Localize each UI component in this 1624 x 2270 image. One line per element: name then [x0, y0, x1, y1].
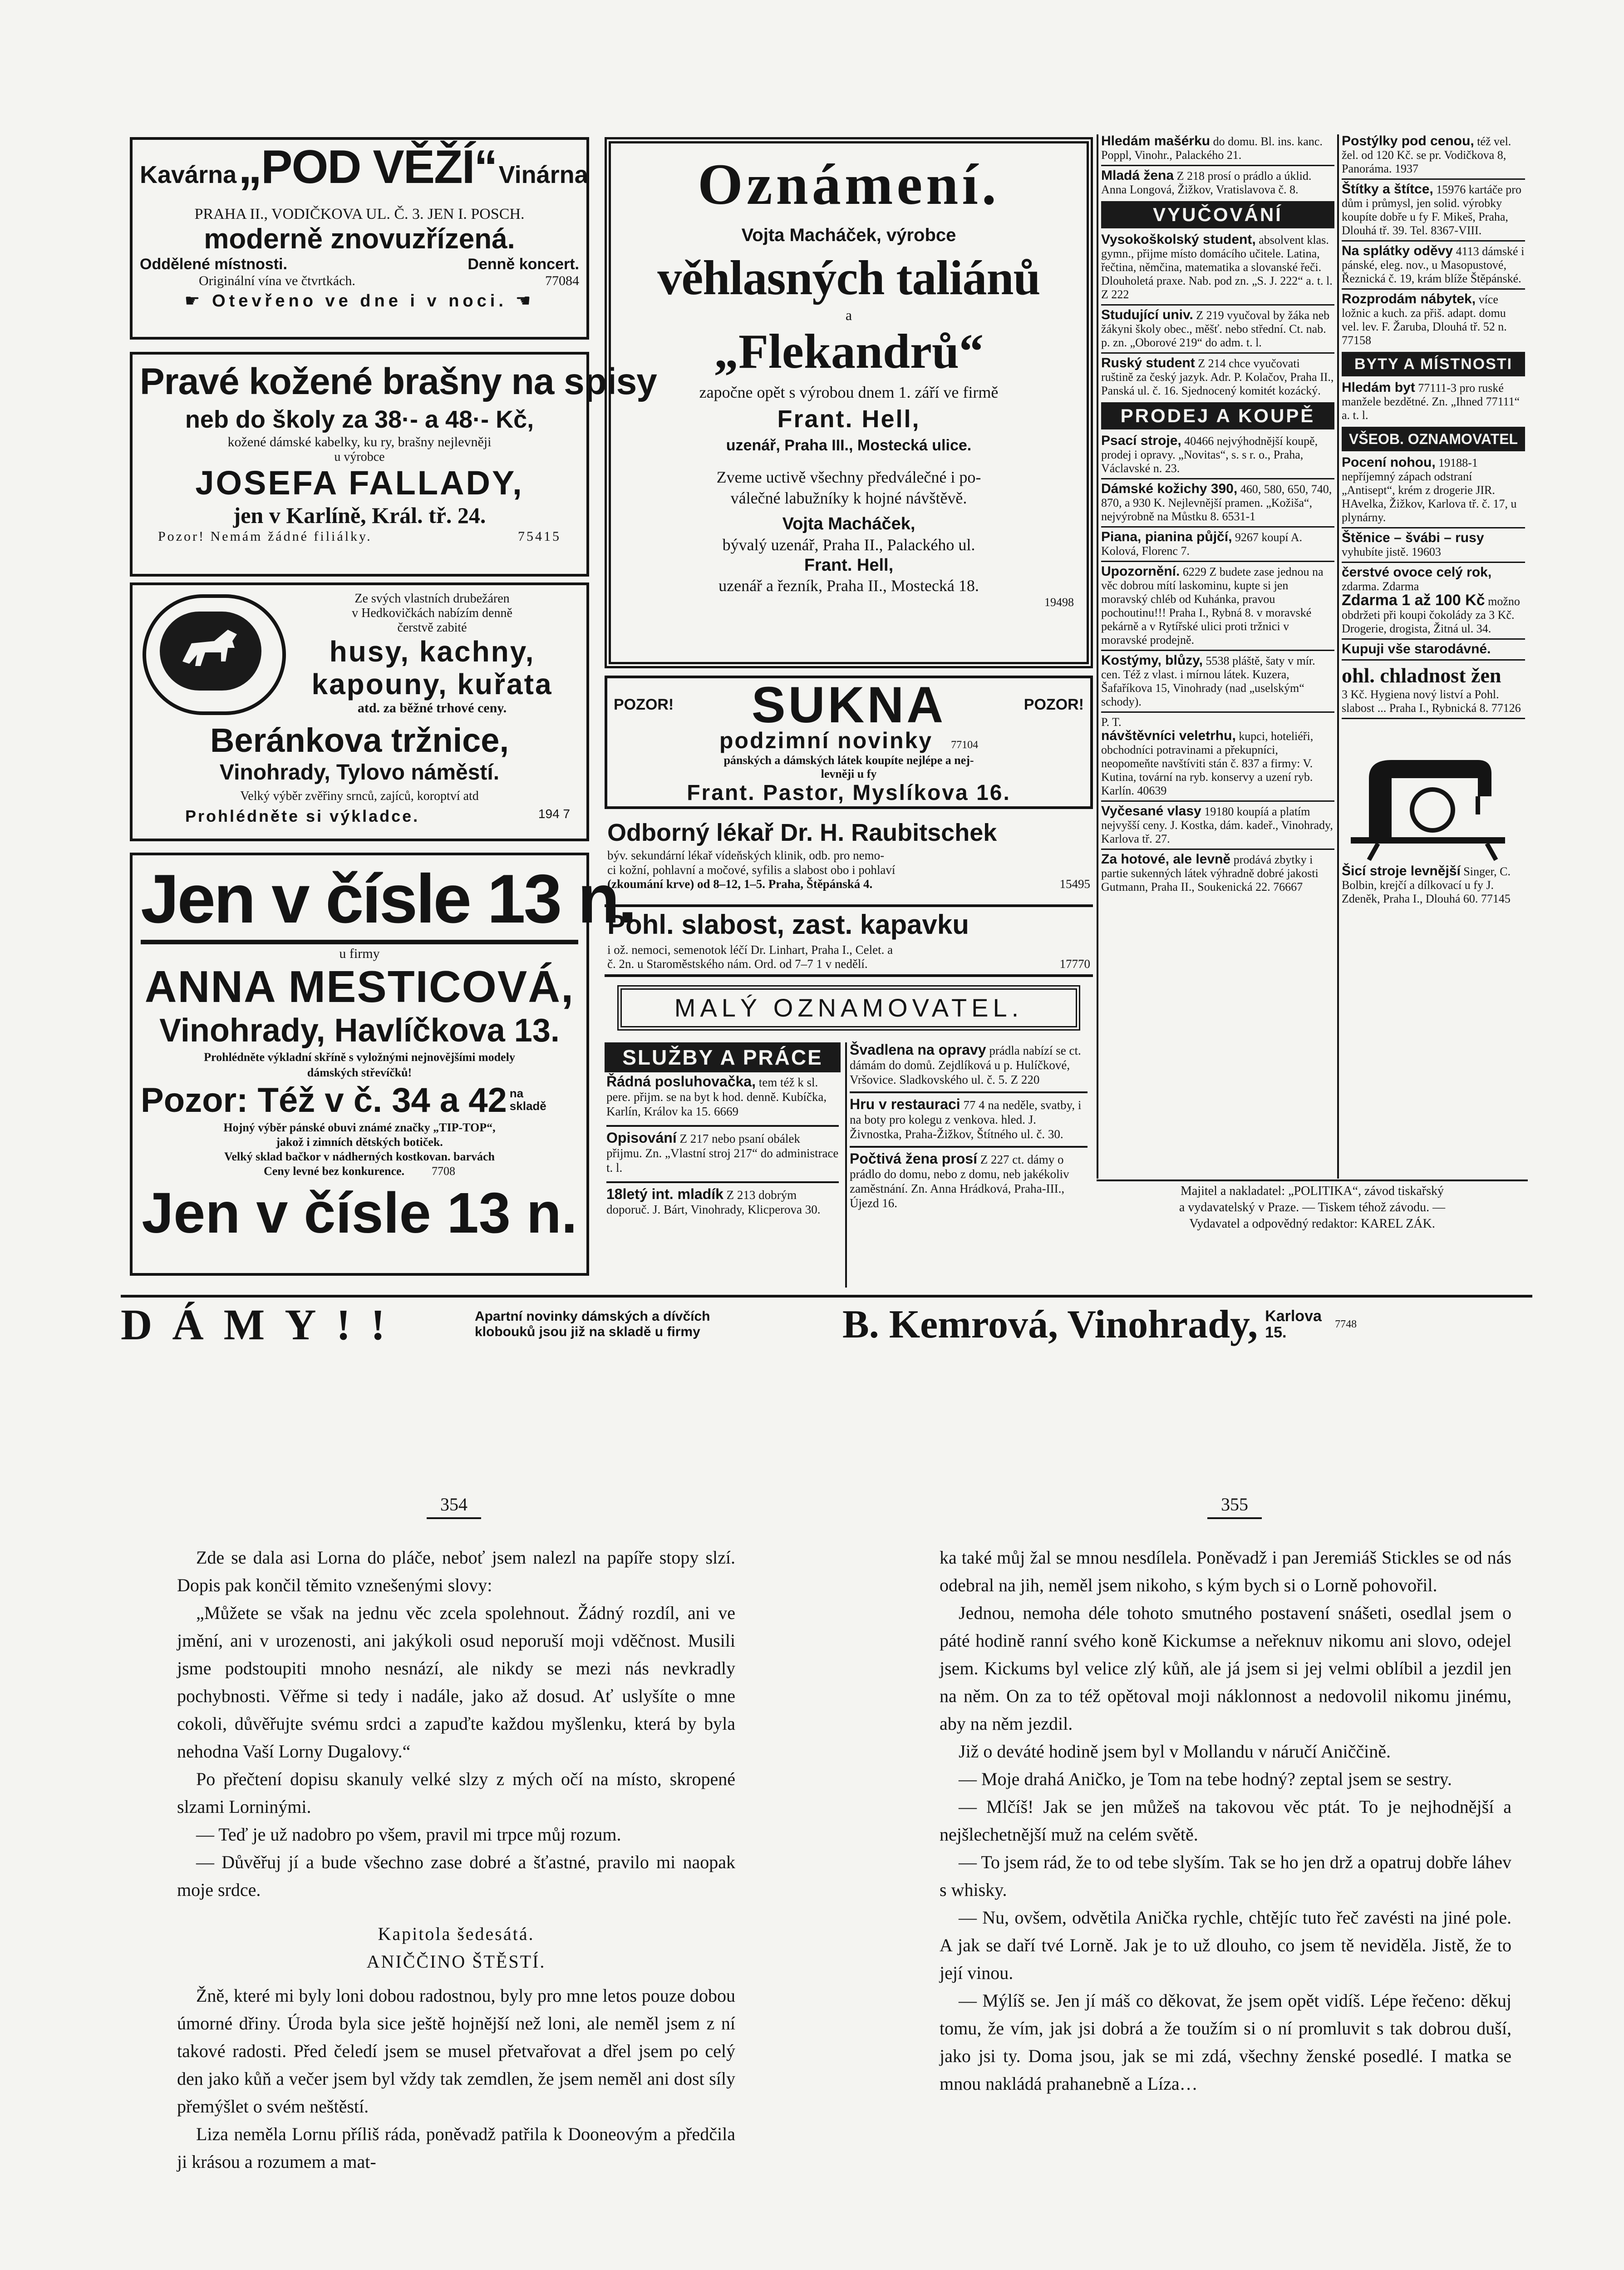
raubitschek-head: Odborný lékař Dr. H. Raubitschek — [607, 819, 997, 846]
sluzby-column — [605, 1042, 841, 1288]
sluzby-item-body: nebo psaní obálek přijmu. Zn. „Vlastní stroj 217“ do administrace t. l. — [606, 1132, 839, 1174]
beranek-firm: Beránkova tržnice, — [210, 721, 509, 759]
paragraph: — Mýlíš se. Jen jí máš co děkovat, že jsem opět vidíš. Lépe řečeno: děkuj tomu, že vím, jak jsi dobrá a že toužím si o ní promluvit s tak dobrou duší, jako jsi ty. Doma jsou, jak se mi zdá, všechny ženské posedlé. I matka se mnou nakládá prahanebně a Líza… — [940, 1990, 1511, 2094]
impressum-l1: Majitel a nakladatel: „POLITIKA“, závod tiskařský — [1180, 1184, 1444, 1198]
sluzby-item — [606, 1187, 839, 1217]
beranek-items1: husy, kachny, — [329, 635, 535, 668]
col3-hledam: Hledám mašérku do domu. Bl. ins. kanc. Poppl, Vinohr., Palackého 21. — [1101, 133, 1323, 162]
page-number-right: 355 — [1207, 1494, 1262, 1519]
ad-mesticova — [130, 853, 635, 1276]
sluzby-item-title: 18letý int. mladík — [606, 1186, 723, 1202]
beranek-intro1: Ze svých vlastních drubežáren — [354, 592, 510, 606]
sluzby-item-body: tem též k sl. pere. přijm. se na byt k hod. denně. Kubíčka, Karlín, Králov ka 15. — [606, 1076, 827, 1118]
paragraph: — Důvěřuj jí a bude všechno zase dobré a šťastné, pravilo mi naopak moje srdce. — [177, 1852, 735, 1900]
col4-zdarma: Zdarma 1 až 100 Kč možno obdržeti při koupi čokolády za 3 Kč. Drogerie, drogista, Žitná ul. 34. — [1342, 592, 1520, 635]
col4-cerstve: čerstvé ovoce celý rok, zdarma. Zdarma — [1342, 565, 1492, 593]
pohl-head: Pohl. slabost, zast. kapavku — [607, 909, 969, 940]
oznameni-l8: Zveme uctivě všechny předválečné i po- — [716, 468, 981, 486]
sluzby-header: SLUŽBY A PRÁCE — [605, 1042, 841, 1072]
classified-column-3 — [1097, 134, 1337, 1179]
mid-item-title: Švadlena na opravy — [850, 1041, 986, 1058]
col4-postylky: Postýlky pod cenou, též vel. žel. od 120 Kč. se pr. Vodičkova 8, Panoráma. 1937 — [1342, 133, 1511, 175]
oznameni-l6: Frant. Hell, — [777, 405, 920, 433]
ad-pohl-slabost — [605, 904, 1093, 977]
col3-rusky: Ruský student Z 214 chce vyučovati ruštině za český jazyk. Adr. P. Kolačov, Praha II., Panská ul. č. 16. Sjednocený komitét kozácký. — [1101, 355, 1334, 397]
maly-oznamovatel-title: MALÝ OZNAMOVATEL. — [674, 993, 1024, 1022]
sluzby-item — [606, 1130, 839, 1175]
horse-icon — [173, 621, 251, 680]
mid-item-body: prádla nabízí se ct. dámám do domů. Zejdlíková u p. Hulíčkové, Vršovice. Sladkovského ul. č. 5. — [850, 1044, 1081, 1086]
oznameni-l7: uzenář, Praha III., Mostecká ulice. — [726, 437, 972, 454]
col4-stitky: Štítky a štítce, 15976 kartáče pro dům i průmysl, jen solid. výrobky koupíte dobře u fy F. Mikeš, Praha, Dlouhá tř. 39. Tel. 8367-VIII. — [1342, 182, 1521, 237]
col3-stud: Studující univ. Z 219 vyučoval by žáka neb žákyni školy obec., měšť. nebo střední. Ct. nab. p. zn. „Oborové 219“ do adm. t. l. — [1101, 307, 1330, 349]
mid-item-title: Počtivá žena prosí — [850, 1150, 977, 1167]
ad-raubitschek — [605, 817, 1093, 899]
mesticova-na-sklade: na skladě — [509, 1086, 546, 1113]
sukna-pozor-right: POZOR! — [1024, 696, 1084, 713]
paragraph: — Teď je už nadobro po všem, pravil mi trpce můj rozum. — [196, 1824, 621, 1845]
sluzby-item-num: Z 217 — [679, 1132, 709, 1145]
col3-mlada: Mladá žena Z 218 prosí o prádlo a úklid. Anna Longová, Žižkov, Vratislavova č. 8. — [1101, 168, 1312, 196]
beranek-number: 194 7 — [538, 807, 570, 821]
sluzby-item-title: Řádná posluhovačka, — [606, 1073, 756, 1090]
ad-beranek — [130, 582, 589, 841]
page-number-left: 354 — [427, 1494, 481, 1519]
oznameni-l13: uzenář a řezník, Praha II., Mostecká 18. — [718, 577, 979, 595]
kavarna-rooms: Oddělené místnosti. — [140, 256, 287, 273]
beranek-footer: Prohlédněte si výkladce. — [185, 807, 420, 825]
book-left-column — [177, 1544, 735, 2270]
kozene-firm: JOSEFA FALLADY, — [195, 464, 524, 502]
book-right-column — [940, 1544, 1511, 2270]
mid-item — [850, 1042, 1088, 1087]
paragraph: — Nu, ovšem, odvětila Anička rychle, chtějíc tuto řeč zavésti na jiné pole. A jak se daří tvé Lorně. Jak je to už dlouho, co jsem tě neviděla. Jistě, že to její vinou. — [940, 1907, 1511, 1983]
paragraph: Zde se dala asi Lorna do pláče, neboť jsem nalezl na papíře stopy slzí. Dopis pak končil těmito vznešenými slovy: — [177, 1547, 735, 1595]
kozene-maker: u výrobce — [334, 450, 385, 464]
col4-rozprodam: Rozprodám nábytek, více ložnic a kuch. za přiš. adapt. domu vel. lev. F. Žaruba, Dlouhá tř. 52 n. 77158 — [1342, 291, 1507, 347]
mid-item — [850, 1151, 1088, 1210]
col4-poceni: Pocení nohou, 19188-1 nepříjemný zápach odstraní „Antisept“, krém z drogerie JIR. HAvelka, Žižkov, Karlova tř. č. 17, u plynárny. — [1342, 455, 1517, 524]
oznameni-number: 19498 — [1044, 596, 1074, 609]
sluzby-item — [606, 1074, 839, 1119]
kozene-title: Pravé kožené brašny na spisy — [140, 361, 657, 402]
sukna-title: SUKNA — [751, 676, 946, 733]
col3-piana: Piana, pianina půjčí, 9267 koupí A. Kolová, Florenc 7. — [1101, 529, 1302, 558]
paragraph: — To jsem rád, že to od tebe slyším. Tak se ho jen drž a opatruj dobře láhev s whisky. — [940, 1852, 1511, 1900]
col4-kupuji: Kupuji vše starodávné. — [1342, 642, 1491, 656]
col3-kost: Kostýmy, blůzy, 5538 pláště, šaty v mír. cen. Též z vlast. i mírnou látek. Kuzera, Šafaříkova 15, Vinohrady (nad „uselským“ schody). — [1101, 653, 1315, 708]
vseob-header: VŠEOB. OZNAMOVATEL — [1342, 427, 1525, 451]
kavarna-prefix: Kavárna — [140, 161, 237, 188]
kozene-address: jen v Karlíně, Král. tř. 24. — [233, 503, 486, 528]
beranek-intro3: čerstvě zabité — [397, 621, 467, 635]
mid-item-body: ct. dámy o prádlo do domu, nebo z domu, neb jakékoliv zaměstnání. Zn. Anna Hrádková, Praha-III., Újezd 16. — [850, 1153, 1069, 1210]
kozene-goods: kožené dámské kabelky, ku ry, brašny nejlevněji — [227, 434, 492, 449]
oznameni-l5: započne opět s výrobou dnem 1. září ve firmě — [699, 383, 999, 401]
chapter-title: Kapitola šedesátá. — [378, 1924, 535, 1944]
pohl-l2: č. 2n. u Staroměstského nám. Ord. od 7–7 1 v nedělí. — [607, 957, 868, 971]
paragraph: Již o deváté hodině jsem byl v Mollandu v náručí Aniččině. — [959, 1741, 1391, 1762]
paragraph: ka také můj žal se mnou nesdílela. Poněvadž i pan Jeremiáš Stickles se od nás odebral na jih, neměl jsem nikoho, s kým bych si o Lorně pohovořil. — [940, 1547, 1511, 1595]
beranek-note: atd. za běžné trhové ceny. — [357, 701, 507, 716]
sukna-l3: levněji u fy — [821, 767, 877, 780]
ad-kavarna-pod-vezi — [130, 137, 589, 340]
paragraph: — Moje drahá Aničko, je Tom na tebe hodný? zeptal jsem se sestry. — [959, 1769, 1452, 1789]
impressum-l3: Vydavatel a odpovědný redaktor: KAREL ZÁK. — [1189, 1217, 1435, 1231]
mesticova-address: Vinohrady, Havlíčkova 13. — [159, 1012, 560, 1049]
pohl-num: 17770 — [1059, 957, 1090, 971]
oznameni-l9: válečné labužníky k hojné návštěvě. — [730, 489, 967, 507]
mid-item-num: Z 220 — [1010, 1073, 1040, 1086]
mesticova-desc3: Velký sklad bačkor v nádherných kostkovan. barvách — [224, 1150, 495, 1163]
chapter-subtitle: ANIČČINO ŠTĚSTÍ. — [366, 1951, 546, 1972]
oznameni-l11: bývalý uzenář, Praha II., Palackého ul. — [722, 536, 975, 554]
paragraph: Jednou, nemoha déle tohoto smutného postavení snášeti, osedlal jsem o páté hodině ranní svého koně Kickumse a neřeknuv nikomu ani slovo, odejel jsem. Kickums byl velice zlý kůň, ale já jsem si jej velmi oblíbil a jezdil jen na něm. On za to též opětoval moji náklonnost a nedovolil nikomu jinému, aby na něm jezdil. — [940, 1603, 1511, 1734]
kavarna-concert: Denně koncert. — [468, 256, 579, 273]
mesticova-foot: Jen v čísle 13 n. — [142, 1181, 577, 1245]
prodej-header: PRODEJ A KOUPĚ — [1101, 402, 1334, 429]
kavarna-suffix: Vinárna — [498, 161, 588, 188]
damy-firm: B. Kemrová, Vinohrady, — [842, 1302, 1258, 1347]
sewing-machine-icon — [1342, 724, 1523, 860]
impressum-l2: a vydavatelský v Praze. — Tiskem téhož závodu. — — [1179, 1200, 1446, 1214]
sukna-num: 77104 — [951, 739, 979, 751]
kavarna-name: „POD VĚŽÍ“ — [238, 141, 497, 193]
mid-ads-column — [845, 1042, 1090, 1288]
ad-damy-banner — [121, 1295, 1532, 1351]
vyucovani-header: VYUČOVÁNÍ — [1101, 201, 1334, 228]
col3-psaci: Psací stroje, 40466 nejvýhodnější koupě, prodej i opravy. „Novitas“, s. s r. o., Praha, Václavské n. 23. — [1101, 433, 1318, 475]
oznameni-l12: Frant. Hell, — [804, 556, 894, 575]
mesticova-name: ANNA MESTICOVÁ, — [144, 962, 575, 1012]
mesticova-desc4: Ceny levné bez konkurence. — [263, 1165, 405, 1178]
sluzby-item-num: Z 213 — [726, 1188, 756, 1202]
damy-text2: klobouků jsou již na skladě u firmy — [475, 1324, 700, 1339]
hand-pointer-icon: ☚ — [515, 291, 535, 311]
damy-text1: Apartní novinky dámských a dívčích — [475, 1309, 710, 1324]
kavarna-renovated: moderně znovuzřízená. — [204, 223, 515, 255]
mid-item-num: Z 227 — [980, 1153, 1009, 1166]
paragraph: Po přečtení dopisu skanuly velké slzy z mých očí na místo, skropené slzami Lorninými. — [177, 1769, 735, 1817]
oznameni-l3: a — [845, 307, 852, 323]
damy-title: DÁMY!! — [121, 1300, 405, 1349]
col3-vycesane: Vyčesané vlasy 19180 koupíá a platím nejvyšší ceny. J. Kostka, dám. kadeř., Vinohrady, Karlova tř. 27. — [1101, 804, 1333, 845]
maly-oznamovatel-header — [617, 985, 1080, 1031]
raubitschek-num: 15495 — [1059, 877, 1090, 891]
col4-stenice: Štěnice – švábi – rusy vyhubíte jistě. 19603 — [1342, 530, 1484, 558]
paragraph: „Můžete se však na jednu věc zcela spolehnout. Žádný rozdíl, ani ve jmění, ani v urozenosti, ani jakýkoli osud neporuší moji vděčnost. Musili jsme podstoupiti mnoho nesnází, ale nikdy se mezi nás nevkradly pochybnosti. Věřme si tedy i nadále, jako až dosud. Ať uslyšíte o mne cokoli, důvěřujte svému srdci a zapuďte každou myšlenku, která by byla nehodna Vaší Lorny Dugalovy.“ — [177, 1603, 735, 1762]
col4-chladnost: ohl. chladnost žen 3 Kč. Hygiena nový liství a Pohl. slabost ... Praha I., Rybnická 8. 77126 — [1342, 664, 1521, 715]
ad-oznameni — [605, 137, 1093, 668]
beranek-address: Vinohrady, Tylovo náměstí. — [219, 760, 500, 785]
damy-street: Karlova 15. — [1265, 1308, 1322, 1341]
mesticova-head: Jen v čísle 13 n. — [141, 860, 635, 938]
mid-item-num: 77 4 — [963, 1098, 985, 1112]
oznameni-l4: „Flekandrů“ — [714, 325, 984, 379]
sukna-l2: pánských a dámských látek koupíte nejlépe a nej- — [723, 754, 974, 767]
ad-sukna — [605, 676, 1093, 809]
col3-vys: Vysokoškolský student, absolvent klas. gymn., přijme místo domácího učitele. Latina, řečtina, němčina, matematika a slovanské řeči. Dlouholetá praxe. Nab. pod zn. „S. J. 222“ a. t. l. Z 222 — [1101, 232, 1333, 301]
raubitschek-l2: ci kožní, pohlavní a močové, syfilis a slabost obo i pohlaví — [607, 863, 896, 877]
col3-hotove: Za hotové, ale levně prodává zbytky i partie sukenných látek výhradně dobré jakosti Gutmann, Praha II., Soukenická 22. 76667 — [1101, 852, 1319, 893]
col3-damske: Dámské kožichy 390, 460, 580, 650, 740, 870, a 930 K. Nejlevnější pramen. „Kožiša“, nejvýrobně na Můstku 8. 6531-1 — [1101, 481, 1332, 523]
raubitschek-l3: (zkoumání krve) od 8–12, 1–5. Praha, Štěpánská 4. — [607, 877, 873, 891]
beranek-logo-frame — [143, 594, 286, 715]
mesticova-number: 7708 — [432, 1165, 456, 1178]
kozene-footer: Pozor! Nemám žádné filiálky. — [158, 529, 372, 544]
kavarna-wines: Originální vína ve čtvrtkách. — [199, 273, 355, 288]
raubitschek-l1: býv. sekundární lékař vídeňských klinik, odb. pro nemo- — [607, 849, 885, 862]
oznameni-l2: věhlasných taliánů — [657, 251, 1040, 305]
damy-num: 7748 — [1335, 1318, 1357, 1330]
kozene-price: neb do školy za 38·- a 48·- Kč, — [185, 406, 534, 433]
kavarna-number: 77084 — [545, 273, 579, 288]
paragraph: Žně, které mi byly loni dobou radostnou, byly pro mne letos pouze dobou úmorné dřiny. Úroda byla sice ještě hojnější než loni, ale neměl jsem z ní takové radosti. Před čeledí jsem se musel přetvařovat a dřel jsem po celý den jako kůň a večer jsem byl vždy tak zemdlen, že jsem neměl ani dost síly přemýšlet o svém neštěstí. — [177, 1985, 735, 2117]
impressum — [1097, 1179, 1528, 1239]
col4-byt: Hledám byt 77111-3 pro ruské manžele bezdětné. Zn. „Ihned 77111“ a. t. l. — [1342, 380, 1520, 422]
pohl-l1: i ož. nemoci, semenotok léčí Dr. Linhart, Praha I., Celet. a — [607, 943, 893, 957]
kavarna-address: PRAHA II., VODIČKOVA UL. Č. 3. JEN I. POSCH. — [194, 206, 525, 222]
mid-item — [850, 1097, 1088, 1141]
paragraph: Liza neměla Lornu příliš ráda, poněvadž patřila k Dooneovým a předčila ji krásou a rozumem a mat- — [177, 2124, 735, 2172]
col3-navst: P. T. návštěvníci veletrhu, kupci, hoteliéři, obchodníci potravinami a překupníci, neopomeňte navštíviti stán č. 837 a firmy: V. Kutina, tovární na ryb. konservy a uzení ryb. Karlín. 40639 — [1101, 716, 1314, 797]
sluzby-item-body: dobrým doporuč. J. Bárt, Vinohrady, Klicperova 30. — [606, 1188, 821, 1216]
beranek-more: Velký výběr zvěřiny srnců, zajíců, koroptví atd — [240, 789, 479, 803]
mesticova-desc1: Hojný výběr pánské obuvi známé značky „TIP-TOP“, — [223, 1121, 496, 1134]
sukna-pozor-left: POZOR! — [614, 696, 674, 713]
mesticova-desc2: jakož i zimních dětských botiček. — [276, 1135, 443, 1149]
sukna-firm: Frant. Pastor, Myslíkova 16. — [687, 781, 1011, 805]
kavarna-open: Otevřeno ve dne i v noci. — [212, 291, 507, 311]
hand-pointer-icon: ☛ — [184, 291, 204, 311]
byty-header: BYTY A MÍSTNOSTI — [1342, 352, 1525, 376]
mesticova-pozor: Pozor: Též v č. 34 a 42 — [141, 1081, 507, 1120]
mid-item-body: na neděle, svatby, i na boty pro kolegu z venkova. hled. J. Živnostka, Praha-Žižkov, Štítného ul. č. 30. — [850, 1098, 1082, 1141]
mesticova-view: Prohlédněte výkladní skříně s vyložnými nejnovějšími modely dámských střevíčků! — [204, 1051, 515, 1079]
mid-item-title: Hru v restauraci — [850, 1096, 960, 1112]
beranek-intro2: v Hedkovičkách nabízím denně — [352, 606, 512, 620]
sukna-l1: podzimní novinky — [719, 728, 933, 753]
kozene-number: 75415 — [518, 529, 561, 544]
classified-column-4 — [1337, 134, 1528, 1179]
sluzby-item-title: Opisování — [606, 1130, 677, 1146]
beranek-items2: kapouny, kuřata — [311, 668, 553, 701]
sluzby-item-num: 6669 — [714, 1105, 738, 1118]
paragraph: — Mlčíš! Jak se jen můžeš na takovou věc ptát. To je nejhodnější a nejšlechetnější muž na celém světě. — [940, 1796, 1511, 1845]
col4-stroje: Šicí stroje levnější Singer, C. Bolbin, krejčí a dílkovací u fy J. Zdeněk, Praha I., Dlouhá 60. 77145 — [1342, 864, 1511, 905]
mesticova-firm-of: u firmy — [339, 946, 380, 961]
oznameni-l10: Vojta Macháček, — [782, 514, 915, 533]
ad-kozene-brasny — [130, 352, 657, 577]
col4-splatky: Na splátky oděvy 4113 dámské i pánské, eleg. nov., u Masopustové, Řeznická č. 19, krám blíže Štěpánské. — [1342, 243, 1525, 285]
col3-upoz: Upozornění. 6229 Z budete zase jednou na věc dobrou mítí laskominu, kupte si jen moravský chléb od Kuhánka, pravou pochoutinu!!! Praha I., Rybná 8. v moravské pekárně a v Rytířské ulici proti tržnici v moravské prodejně. — [1101, 564, 1324, 646]
oznameni-title: Oznámení. — [698, 152, 1000, 217]
oznameni-l1: Vojta Macháček, výrobce — [741, 225, 956, 245]
